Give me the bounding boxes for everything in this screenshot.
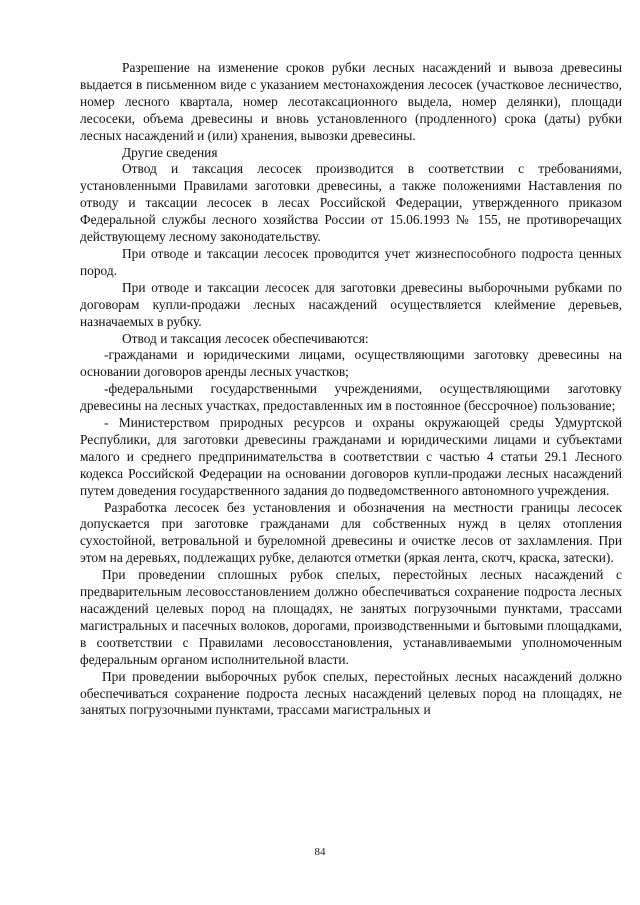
page-number: 84: [314, 846, 326, 858]
paragraph-allotment-providers: Отвод и таксация лесосек обеспечиваются:: [122, 330, 369, 346]
paragraph-extension-permit: Разрешение на изменение сроков рубки лесных насаждений и вывоза древесины выдается в письменном виде с указанием местонахождения лесосек (участковое лесничество, номер лесного квартала, номер лесотаксационного выдела, номер делянки), площади лесосеки, объема древесины и вновь установленного (продленного) срока (даты) рубки лесных насаждений и (или) хранения, вывозки древесины.: [80, 60, 622, 143]
paragraph-own-needs: Разработка лесосек без установления и обозначения на местности границы лесосек допускается при заготовке гражданами для собственных нужд в целях отопления сухостойной, ветровальной и буреломной древесины и очистке лесов от захламления. При этом на деревьях, подлежащих рубке, делаются отметки (яркая лента, скотч, краска, затески).: [80, 499, 622, 566]
paragraph-allotment-rules: Отвод и таксация лесосек производится в соответствии с требованиями, установленными Правилами заготовки древесины, а также положениями Наставления по отводу и таксации лесосек в лесах Российской Федерации, утвержденного приказом Федеральной службы лесного хозяйства России от 15.06.1993 № 155, не противоречащих действующему лесному законодательству.: [80, 161, 622, 245]
list-item-ministry: - Министерством природных ресурсов и охраны окружающей среды Удмуртской Республики, для заготовки древесины гражданами и юридическими лицами и субъектами малого и среднего предпринимательства в соответствии с частью 4 статьи 29.1 Лесного кодекса Российской Федерации на основании договоров купли-продажи лесных насаждений путем доведения государственного задания до подведомственного автономного учреждения.: [80, 415, 622, 498]
paragraph-undergrowth-count: При отводе и таксации лесосек проводится учет жизнеспособного подроста ценных пород.: [80, 245, 622, 278]
paragraph-clear-cutting: При проведении сплошных рубок спелых, перестойных лесных насаждений с предварительным лесовосстановлением должно обеспечиваться сохранение подроста лесных насаждений целевых пород на площадях, не занятых погрузочными пунктами, трассами магистральных и пасечных волоков, дорогами, производственными и бытовыми площадками, в соответствии с Правилами лесовосстановления, устанавливаемыми уполномоченным федеральным органом исполнительной власти.: [80, 567, 622, 667]
document-page: [80, 60, 622, 719]
list-item-citizens: -гражданами и юридическими лицами, осуществляющими заготовку древесины на основании договоров аренды лесных участков;: [80, 347, 622, 380]
list-item-federal-institutions: -федеральными государственными учреждениями, осуществляющими заготовку древесины на лесных участках, предоставленных им в постоянное (бессрочное) пользование;: [80, 381, 622, 414]
paragraph-tree-marking: При отводе и таксации лесосек для заготовки древесины выборочными рубками по договорам купли-продажи лесных насаждений осуществляется клеймение деревьев, назначаемых в рубку.: [80, 279, 622, 329]
paragraph-selective-cutting: При проведении выборочных рубок спелых, перестойных лесных насаждений должно обеспечиваться сохранение подроста лесных насаждений целевых пород на площадях, не занятых погрузочными пунктами, трассами магистральных и: [80, 668, 622, 718]
section-heading-other-info: Другие сведения: [122, 144, 218, 160]
